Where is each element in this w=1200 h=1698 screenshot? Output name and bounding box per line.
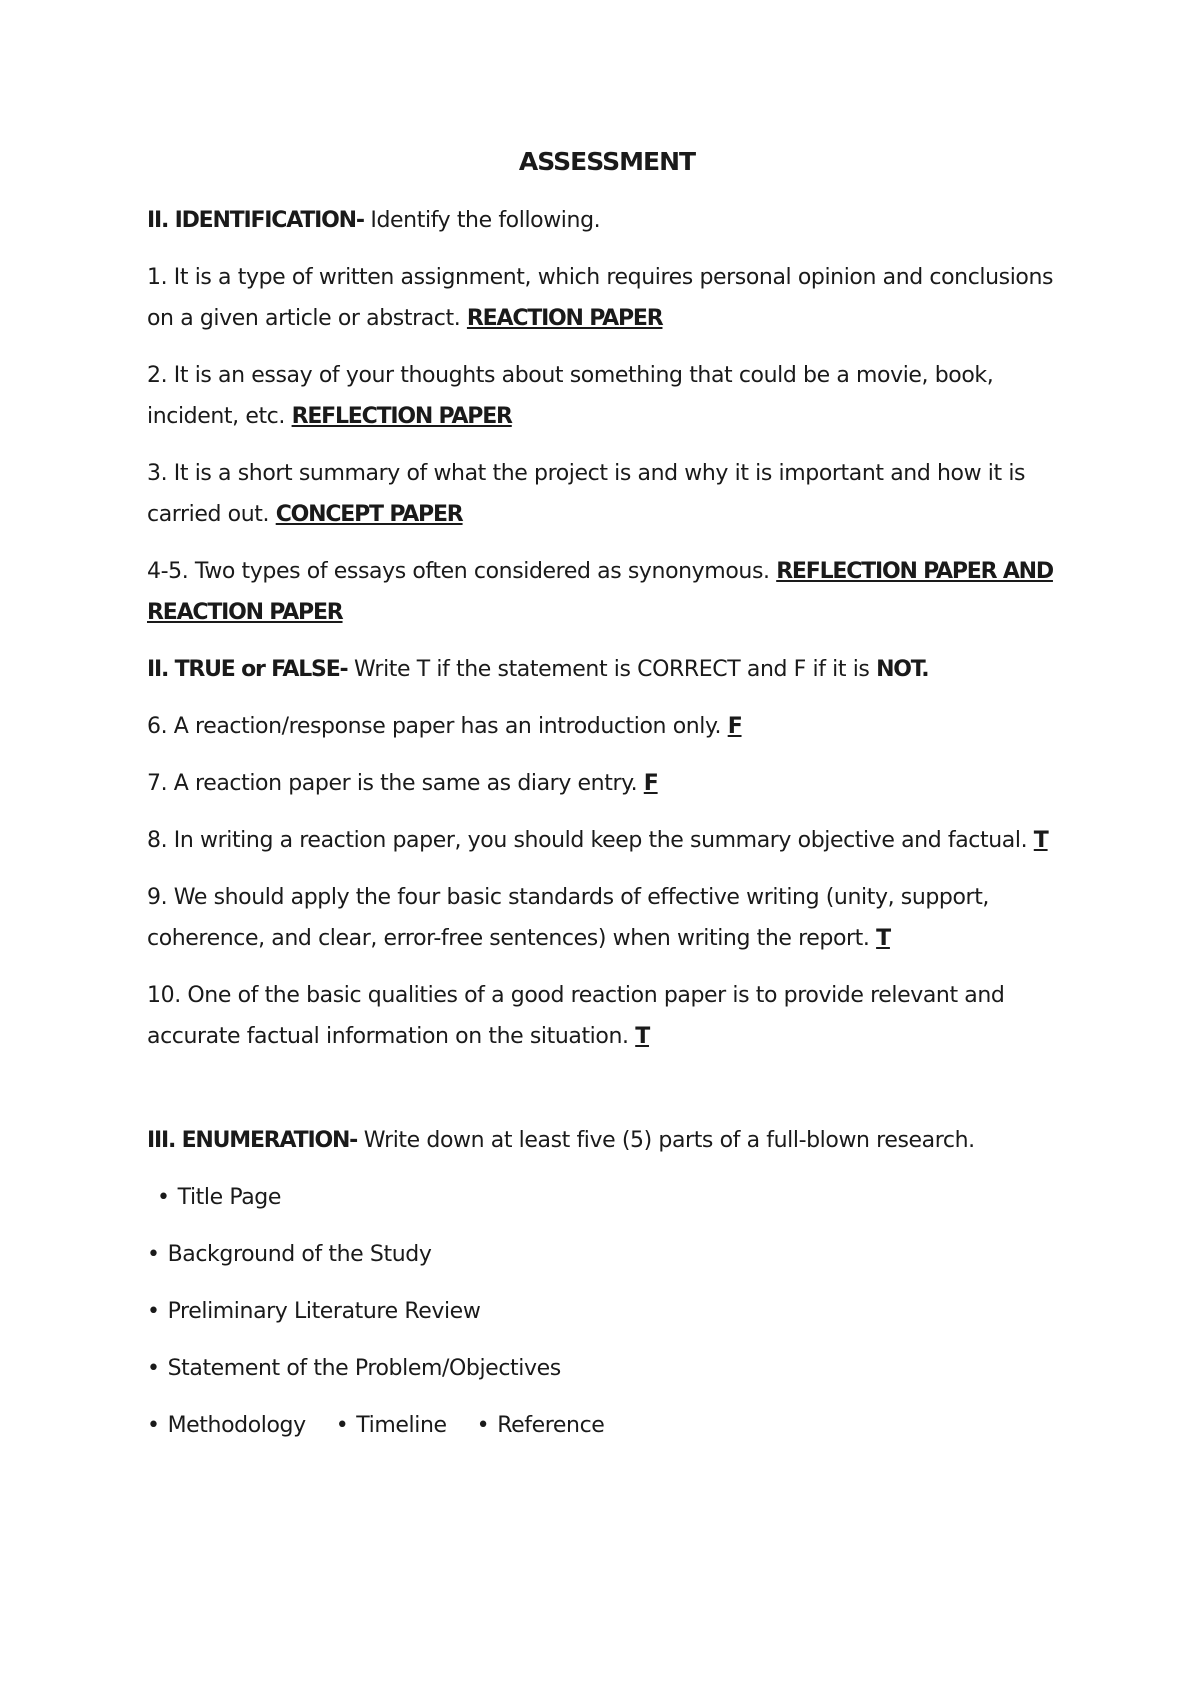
list-item bbox=[336, 1405, 447, 1446]
section-label: II. IDENTIFICATION- bbox=[147, 208, 364, 233]
statement-text: 7. A reaction paper is the same as diary entry. bbox=[147, 771, 644, 796]
page-title: ASSESSMENT bbox=[518, 147, 696, 176]
true-false-item-8 bbox=[147, 820, 1067, 861]
answer-text: F bbox=[643, 771, 658, 796]
list-item-text: Timeline bbox=[356, 1413, 447, 1438]
bullet-icon: • bbox=[476, 1413, 490, 1438]
identification-item-3 bbox=[147, 453, 1067, 535]
list-item bbox=[147, 1234, 1067, 1275]
bullet-icon: • bbox=[157, 1185, 170, 1210]
list-item-text: Background of the Study bbox=[167, 1242, 432, 1267]
list-item-text: Title Page bbox=[177, 1185, 281, 1210]
identification-item-2 bbox=[147, 355, 1067, 437]
answer-text: CONCEPT PAPER bbox=[275, 502, 463, 527]
list-item-row bbox=[147, 1405, 1067, 1446]
question-text: 2. It is an essay of your thoughts about something that could be a movie, book, incident, etc. bbox=[147, 363, 994, 429]
statement-text: 9. We should apply the four basic standards of effective writing (unity, support, coherence, and clear, error-free sentences) when writing the report. bbox=[147, 885, 990, 951]
statement-text: 10. One of the basic qualities of a good reaction paper is to provide relevant and accurate factual information on the situation. bbox=[147, 983, 1005, 1049]
list-item-text: Statement of the Problem/Objectives bbox=[167, 1356, 561, 1381]
identification-item-1 bbox=[147, 257, 1067, 339]
true-false-item-9 bbox=[147, 877, 1067, 959]
answer-text: T bbox=[876, 926, 890, 951]
enumeration-heading bbox=[147, 1120, 1067, 1161]
bullet-icon: • bbox=[147, 1299, 160, 1324]
list-item-text: Reference bbox=[497, 1413, 605, 1438]
statement-text: 8. In writing a reaction paper, you should keep the summary objective and factual. bbox=[147, 828, 1034, 853]
bullet-icon: • bbox=[147, 1356, 160, 1381]
answer-text: T bbox=[635, 1024, 650, 1049]
bullet-icon: • bbox=[147, 1242, 160, 1267]
question-text: 3. It is a short summary of what the project is and why it is important and how it is carried out. bbox=[147, 461, 1026, 527]
list-item bbox=[147, 1291, 1067, 1332]
identification-item-4-5 bbox=[147, 551, 1067, 633]
section-instruction: Identify the following. bbox=[363, 208, 601, 233]
question-text: 4-5. Two types of essays often considered as synonymous. bbox=[147, 559, 777, 584]
identification-heading bbox=[147, 200, 1067, 241]
list-item bbox=[147, 1348, 1067, 1389]
answer-text: REFLECTION PAPER bbox=[291, 404, 512, 429]
answer-text: REACTION PAPER bbox=[466, 306, 663, 331]
list-item-text: Preliminary Literature Review bbox=[167, 1299, 481, 1324]
section-label: II. TRUE or FALSE- bbox=[147, 657, 348, 682]
list-item bbox=[477, 1405, 605, 1446]
list-item bbox=[147, 1177, 1067, 1218]
true-false-item-7 bbox=[147, 763, 1067, 804]
list-item-text: Methodology bbox=[167, 1413, 306, 1438]
section-label: III. ENUMERATION- bbox=[147, 1128, 358, 1153]
bullet-icon: • bbox=[335, 1413, 349, 1438]
answer-text: T bbox=[1033, 828, 1048, 853]
true-false-item-10 bbox=[147, 975, 1067, 1057]
section-instruction: Write down at least five (5) parts of a full-blown research. bbox=[357, 1128, 975, 1153]
answer-text: REFLECTION PAPER AND REACTION PAPER bbox=[147, 559, 1053, 625]
statement-text: 6. A reaction/response paper has an introduction only. bbox=[147, 714, 728, 739]
true-false-item-6 bbox=[147, 706, 1067, 747]
bullet-icon: • bbox=[147, 1413, 160, 1438]
document-page bbox=[147, 140, 1067, 1462]
section-instruction-bold: NOT. bbox=[876, 657, 929, 682]
list-item bbox=[147, 1405, 306, 1446]
answer-text: F bbox=[727, 714, 742, 739]
section-spacer bbox=[147, 1073, 1067, 1120]
section-instruction: Write T if the statement is CORRECT and F if it is bbox=[347, 657, 877, 682]
question-text: 1. It is a type of written assignment, which requires personal opinion and conclusions on a given article or abstract. bbox=[147, 265, 1054, 331]
true-false-heading bbox=[147, 649, 1067, 690]
